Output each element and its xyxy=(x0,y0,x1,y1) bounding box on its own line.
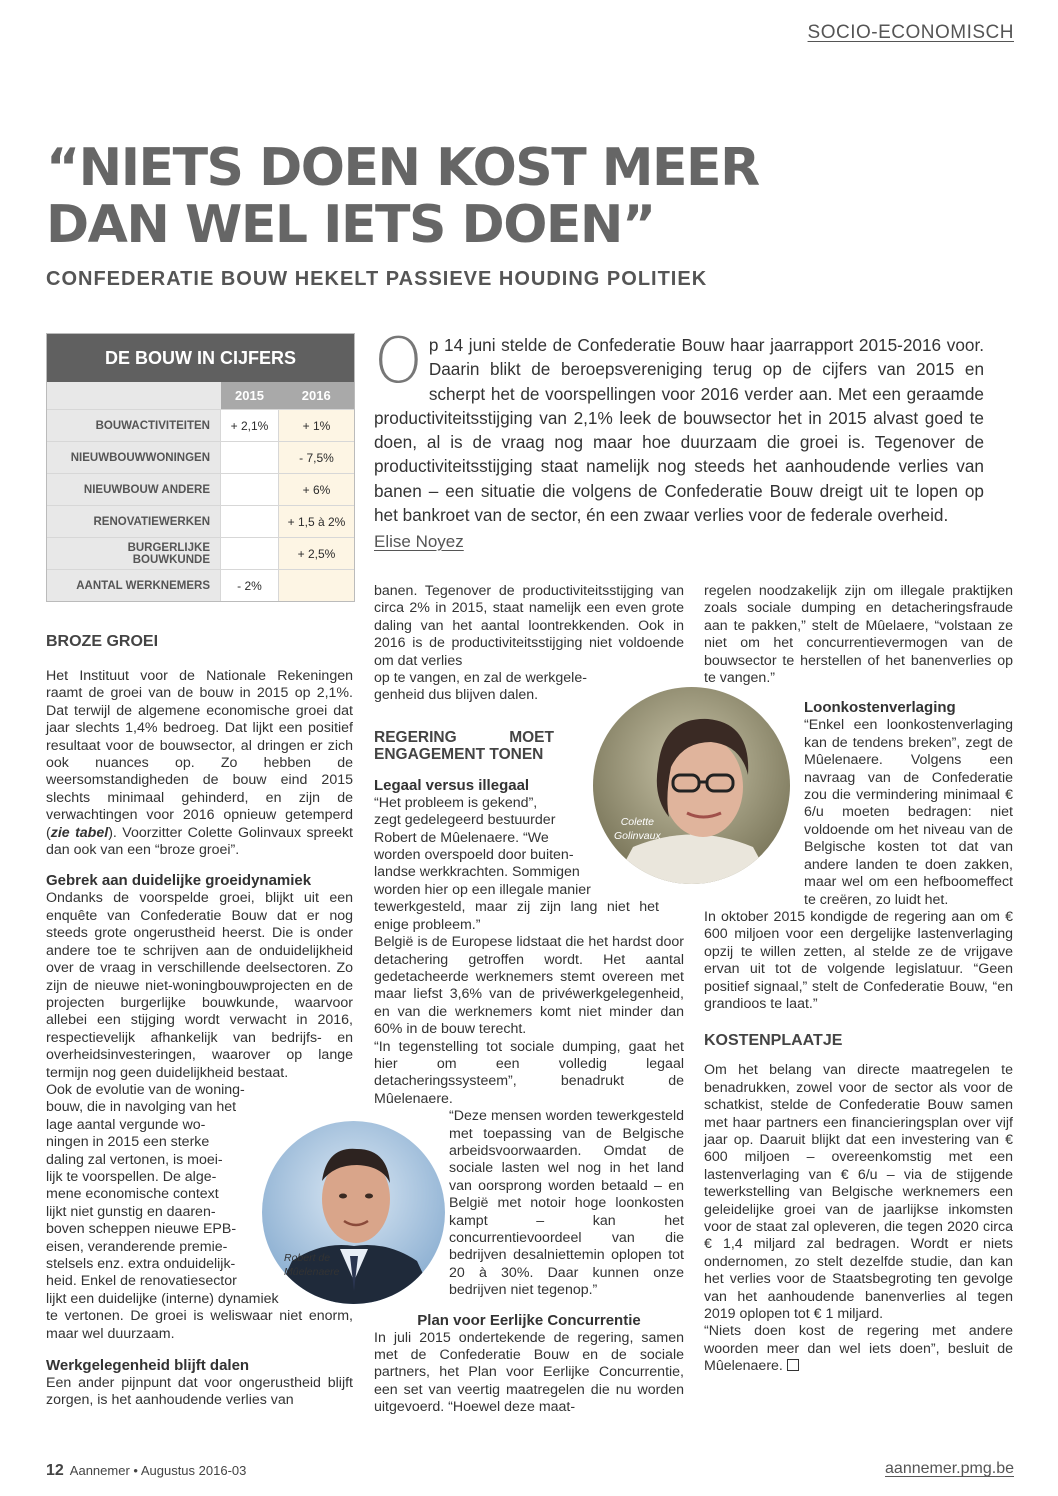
text-line: landse werkkrachten. Sommigen xyxy=(374,864,580,881)
column-3 xyxy=(704,583,1013,1376)
table-row xyxy=(47,442,354,474)
facts-table xyxy=(46,333,355,602)
text-line: lage aantal vergunde wo- xyxy=(46,1116,206,1133)
lead-paragraph xyxy=(374,324,984,527)
heading-broze-groei: BROZE GROEI xyxy=(46,633,159,650)
column-1 xyxy=(46,632,353,1410)
text-line: daling zal vertonen, is moei- xyxy=(46,1151,223,1168)
text-line: ningen in 2015 een sterke xyxy=(46,1134,210,1151)
text-line: Ook de evolutie van de woning- xyxy=(46,1081,245,1098)
table-corner xyxy=(47,382,221,410)
heading-loonkosten: Loonkostenverlaging xyxy=(804,699,956,717)
paragraph-kostenplaatje: Om het belang van directe maatregelen te benadrukken, zowel voor de sector als voor de schatkist, stelde de Confederatie Bouw samen met haar partners een financieringsplan over vijf jaar op. Daaruit blijkt dat een investering van € 600 miljoen – overeenkomstig met een lastenverlaging van € 6/u – via de stijgende tewerkstelling van Belgische werknemers een geleidelijke groei van de jaarlijkse inkomsten voor de staat zal opleveren, die tegen 2020 circa € 1,4 miljard zal bedragen. Wordt er niets ondernomen, zo stelt dezelfde studie, dan kan het verlies voor de Staatsbegroting ten gevolge van het aanhoudende banenverlies al tegen 2019 oplopen tot € 1 miljard. xyxy=(704,1062,1013,1323)
heading-plan: Plan voor Eerlijke Concurrentie xyxy=(417,1311,641,1329)
text-line: te vertonen. De groei is weliswaar niet enorm, maar wel duurzaam. xyxy=(46,1308,353,1342)
paragraph-gebrek: Ondanks de voorspelde groei, blijkt uit een enquête van Confederatie Bouw dat er nog steeds grote ongerustheid heerst. Die is onder andere toe te schrijven aan de onduidelijkheid over de vraag in verschillende deelsectoren. Zo zijn de nieuwe niet-woningbouwprojecten en de projecten burgerlijke bouwkunde, waarvoor allebei een stijging wordt verwacht in 2016, respectievelijk afhankelijk van bedrijfs- en overheidsinvesteringen, waarover op lange termijn nog geen duidelijkheid bestaat. xyxy=(46,890,353,1081)
text-line: “Het probleem is gekend”, xyxy=(374,794,538,811)
value-2016: + 1,5 à 2% xyxy=(279,506,355,538)
paragraph-legaal xyxy=(374,794,580,882)
value-2016 xyxy=(279,570,355,602)
text-line: heid. Enkel de renovatiesector xyxy=(46,1273,237,1290)
text-line: worden hier op een illegale manier xyxy=(374,881,591,898)
text-line: Robert de Mûelenaere. “We xyxy=(374,829,549,846)
heading-legaal: Legaal versus illegaal xyxy=(374,776,530,794)
footer-url[interactable]: aannemer.pmg.be xyxy=(885,1460,1014,1477)
text-line: lijkt een duidelijke (interne) dynamiek xyxy=(46,1290,279,1307)
text-span: “Niets doen kost de regering met andere woorden meer dan wel iets doen”, besluit de Mûelenaere. xyxy=(704,1323,1013,1375)
lead-text: p 14 juni stelde de Confederatie Bouw haar jaarrapport 2015-2016 voor. Daarin blikt de beroepsvereniging terug op de cijfers van 2015 en scherpt het de voorspellingen voor 2016 verder aan. Met een geraamde productiviteitsstijging van 2,1% leek de bouwsector het in 2015 alvast goed te doen, al is de vraag nog maar hoe duurzaam die groei is. Tegenover de productiviteitsstijging staat namelijk nog steeds het aanhoudende verlies van banen – een situatie die volgens de Confederatie Bouw dreigt uit te lopen op het bankroet van de sector, én een zwaar verlies voor de federale overheid. xyxy=(374,335,984,526)
col-header-2015: 2015 xyxy=(221,382,279,410)
text-line: op te vangen, en zal de werkgele- xyxy=(374,670,587,687)
paragraph-oktober: In oktober 2015 kondigde de regering aan om € 600 miljoen voor een dergelijke lastenverlaging opzij te willen zetten, al stelde ze de vrijgave ervan uit tot de volgende legislatuur. “Geen positief signaal,” stelt de Confederatie Bouw, “en grandioos te laat.” xyxy=(704,908,1013,1012)
caption-robert xyxy=(284,1251,339,1279)
drop-cap: O xyxy=(374,324,423,397)
table-row xyxy=(47,570,354,602)
text-line: boven scheppen nieuwe EPB- xyxy=(46,1221,237,1238)
caption-line: Colette xyxy=(620,816,654,828)
end-mark-icon xyxy=(787,1359,799,1371)
value-2015 xyxy=(221,538,279,570)
paragraph-regelen: regelen noodzakelijk zijn om illegale praktijken zoals sociale dumping en detacheringsfraude aan te pakken,” stelt de Mûelaere, “volstaan ze niet om het concurrentievermogen van de bouwsector te herstellen of het banenverlies op te vangen.” xyxy=(704,583,1013,687)
paragraph-slot xyxy=(704,1323,1013,1375)
table-reference: zie tabel xyxy=(50,824,109,841)
subhead: CONFEDERATIE BOUW HEKELT PASSIEVE HOUDING POLITIEK xyxy=(46,268,708,290)
row-label: AANTAL WERKNEMERS xyxy=(47,570,221,602)
paragraph-werkgelegenheid: Een ander pijnpunt dat voor ongerustheid blijft zorgen, is het aanhoudende verlies van xyxy=(46,1375,353,1409)
row-label: NIEUWBOUWWONINGEN xyxy=(47,442,221,474)
author-byline[interactable]: Elise Noyez xyxy=(374,532,464,551)
text-line: lijkt niet gunstig en daaren- xyxy=(46,1203,216,1220)
caption-line: Golinvaux xyxy=(614,830,661,842)
col-header-2016: 2016 xyxy=(279,382,355,410)
value-2015 xyxy=(221,506,279,538)
value-2016: + 6% xyxy=(279,474,355,506)
table-row xyxy=(47,410,354,442)
table-row xyxy=(47,538,354,570)
value-2015 xyxy=(221,442,279,474)
text-line: zegt gedelegeerd bestuurder xyxy=(374,812,556,829)
caption-line: Robert de xyxy=(284,1252,331,1264)
paragraph-quote-a: “In tegenstelling tot sociale dumping, gaat het hier om een volledig legaal detacheringssysteem”, benadrukt de Mûelenaere. xyxy=(374,1038,684,1107)
facts-table-title: DE BOUW IN CIJFERS xyxy=(47,334,354,382)
caption-line: Mûelenaere xyxy=(284,1266,340,1278)
paragraph-belgie: België is de Europese lidstaat die het hardst door detachering getroffen wordt. Het aantal gedetacheerde werknemers stemt overeen met maar liefst 3,6% van de privéwerkgelegenheid, en van die werknemers komt niet minder dan 60% in de bouw terecht. xyxy=(374,934,684,1038)
text-line: genheid dus blijven dalen. xyxy=(374,687,539,704)
text-line: mene economische context xyxy=(46,1186,219,1203)
row-label: BOUWACTIVITEITEN xyxy=(47,410,221,442)
headline: “NIETS DOEN KOST MEER DAN WEL IETS DOEN” xyxy=(46,138,759,255)
heading-gebrek: Gebrek aan duidelijke groeidynamiek xyxy=(46,872,312,890)
value-2015 xyxy=(221,474,279,506)
text-line: stelsels enz. extra onduidelijk- xyxy=(46,1256,236,1272)
paragraph-loonkosten: “Enkel een loonkostenverlaging kan de tendens breken”, zegt de Mûelenaere. Volgens een navraag van de Confederatie zou die vermindering minimaal € 6/u moeten bedragen: niet voldoende om het niveau van de Belgische kosten tot dat van andere landen te doen zakken, maar wel om een hefboomeffect te creëren, zo luidt het. xyxy=(804,717,1013,908)
paragraph-broze xyxy=(46,668,353,859)
text-line: lijk te voorspellen. De alge- xyxy=(46,1168,217,1185)
text-line: bouw, die in navolging van het xyxy=(46,1099,237,1116)
row-label: BURGERLIJKE BOUWKUNDE xyxy=(47,538,221,570)
section-tag: SOCIO-ECONOMISCH xyxy=(807,22,1014,43)
footer-left xyxy=(46,1462,246,1480)
text-line: worden overspoeld door buiten- xyxy=(374,847,574,864)
value-2016: + 2,5% xyxy=(279,538,355,570)
heading-regering: REGERING MOET ENGAGEMENT TONEN xyxy=(374,728,554,763)
text-span: ). Voorzitter Colette Golinvaux spreekt dan ook van een “broze groei”. xyxy=(46,824,353,859)
paragraph-plan: In juli 2015 ondertekende de regering, samen met de Confederatie Bouw en de sociale partners, het Plan voor Eerlijke Concurrentie, een set van veertig maatregelen die nu worden uitgevoerd. “Hoewel deze maat- xyxy=(374,1329,684,1416)
page-number: 12 xyxy=(46,1462,64,1479)
heading-werkgelegenheid: Werkgelegenheid blijft dalen xyxy=(46,1357,250,1375)
issue-label: Aannemer • Augustus 2016-03 xyxy=(69,1463,247,1478)
heading-kostenplaatje: KOSTENPLAATJE xyxy=(704,1032,843,1050)
row-label: NIEUWBOUW ANDERE xyxy=(47,474,221,506)
table-row xyxy=(47,506,354,538)
paragraph-woning xyxy=(46,1082,284,1291)
value-2016: - 7,5% xyxy=(279,442,355,474)
value-2015: - 2% xyxy=(221,570,279,602)
value-2016: + 1% xyxy=(279,410,355,442)
row-label: RENOVATIEWERKEN xyxy=(47,506,221,538)
text-line: tewerkgesteld, maar zij zijn lang niet het enige probleem.” xyxy=(374,899,659,933)
value-2015: + 2,1% xyxy=(221,410,279,442)
paragraph-banen: banen. Tegenover de productiviteitsstijging van circa 2% in 2015, staat namelijk een even grote daling van het aantal loontrekkenden. Ook in 2016 is de productiviteitsstijging niet voldoende om dat verlies xyxy=(374,583,684,669)
table-row xyxy=(47,474,354,506)
paragraph-quote-b: “Deze mensen worden tewerkgesteld met toepassing van de Belgische arbeidsvoorwaarden. Omdat de sociale lasten wel nog in het land van oorsprong worden betaald – en België met notoir hoge loonkosten kampt – kan het concurrentievoordeel van die bedrijven desalniettemin oplopen tot 20 à 30%. Daar kunnen onze bedrijven niet tegenop.” xyxy=(449,1108,684,1299)
text-span: Het Instituut voor de Nationale Rekeningen raamt de groei van de bouw in 2015 op 2,1%. Dat terwijl de algemene economische groei dat jaar slechts 1,4% bedroeg. Dat lijkt een positief resultaat voor de bouwsector, al dringen er zich ook nuances op. Zo hebben de weersomstandigheden de bouw eind 2015 slechts minimaal gehinderd, en zijn de verwachtingen voor 2016 opnieuw getemperd ( xyxy=(46,668,353,841)
text-line: eisen, veranderende premie- xyxy=(46,1238,228,1255)
caption-colette xyxy=(614,815,661,843)
